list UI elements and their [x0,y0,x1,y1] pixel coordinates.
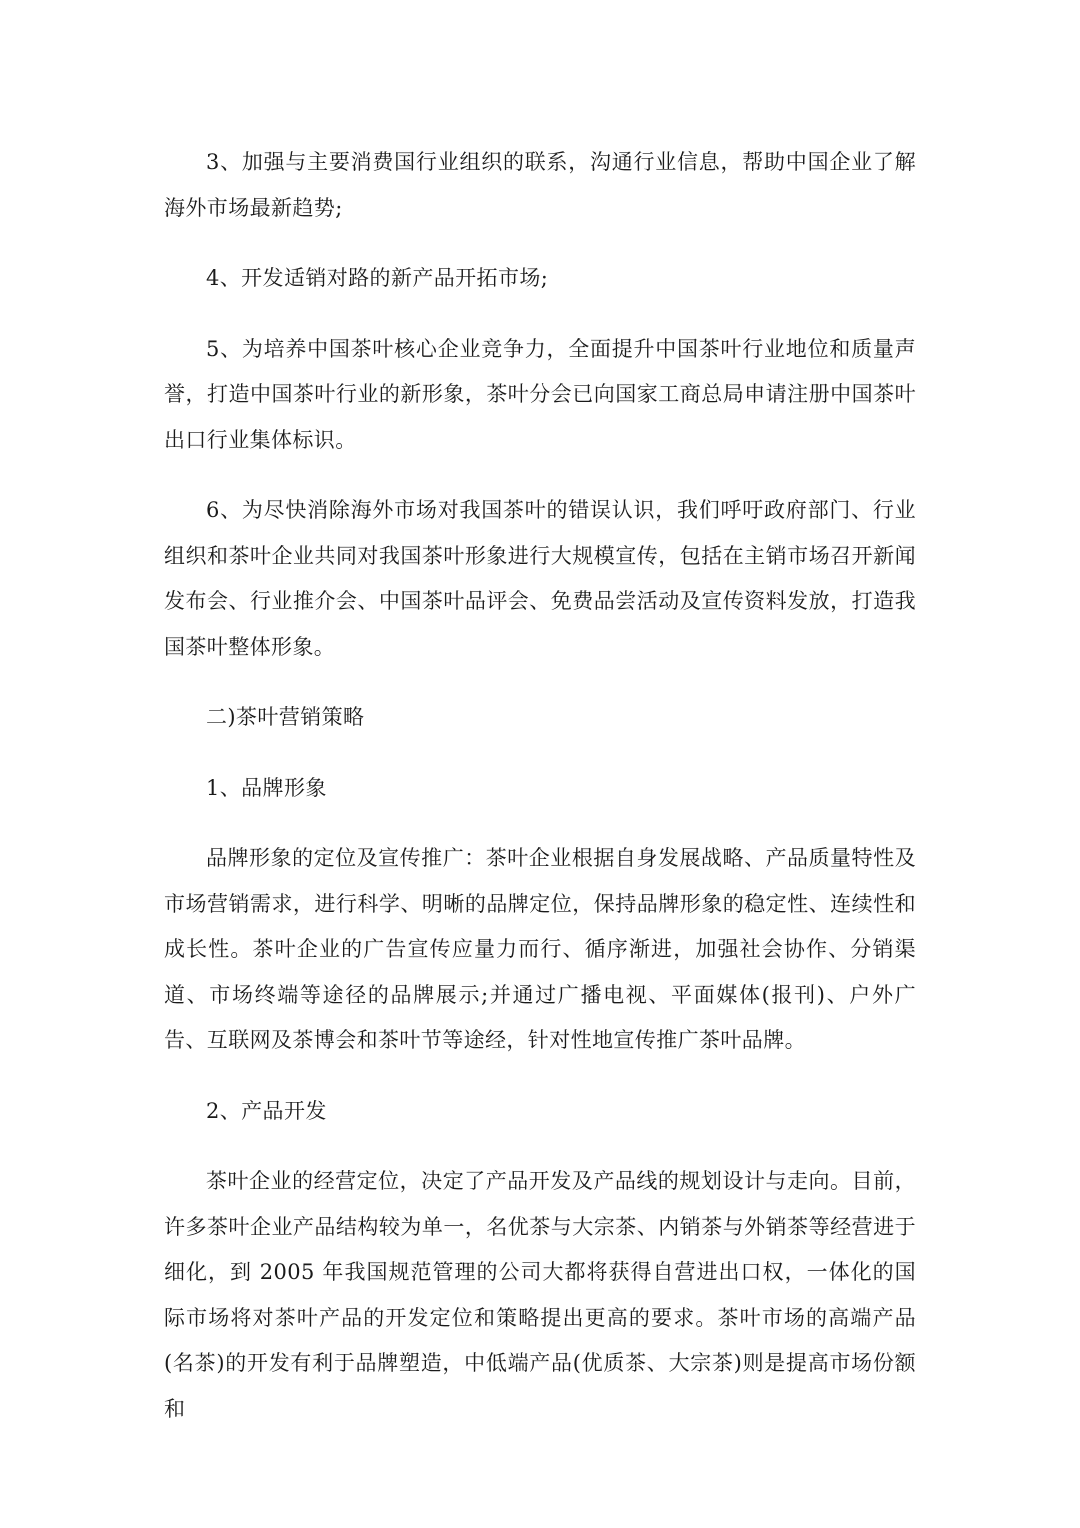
paragraph-product-development: 茶叶企业的经营定位，决定了产品开发及产品线的规划设计与走向。目前，许多茶叶企业产品结构较为单一，名优茶与大宗茶、内销茶与外销茶等经营进于细化，到 2005 年我国规范管理的公司大都将获得自营进出口权，一体化的国际市场将对茶叶产品的开发定位和策略提出更高的要求。茶叶市场的高端产品(名茶)的开发有利于品牌塑造，中低端产品(优质茶、大宗茶)则是提高市场份额和 [164,1169,916,1421]
paragraph-item-6: 6、为尽快消除海外市场对我国茶叶的错误认识，我们呼吁政府部门、行业组织和茶叶企业共同对我国茶叶形象进行大规模宣传，包括在主销市场召开新闻发布会、行业推介会、中国茶叶品评会、免费品尝活动及宣传资料发放，打造我国茶叶整体形象。 [164,498,916,659]
paragraph-item-3: 3、加强与主要消费国行业组织的联系，沟通行业信息，帮助中国企业了解海外市场最新趋势; [164,150,916,220]
paragraph-item-5: 5、为培养中国茶叶核心企业竞争力，全面提升中国茶叶行业地位和质量声誉，打造中国茶叶行业的新形象，茶叶分会已向国家工商总局申请注册中国茶叶出口行业集体标识。 [164,336,916,452]
subheading-brand-image: 1、品牌形象 [206,775,327,800]
document-page [164,140,916,1432]
paragraph-brand-image: 品牌形象的定位及宣传推广：茶叶企业根据自身发展战略、产品质量特性及市场营销需求，进行科学、明晰的品牌定位，保持品牌形象的稳定性、连续性和成长性。茶叶企业的广告宣传应量力而行、循序渐进，加强社会协作、分销渠道、市场终端等途径的品牌展示;并通过广播电视、平面媒体(报刊)、户外广告、互联网及茶博会和茶叶节等途经，针对性地宣传推广茶叶品牌。 [164,846,916,1052]
section-heading-marketing-strategy: 二)茶叶营销策略 [206,705,365,729]
subheading-product-development: 2、产品开发 [206,1098,327,1123]
paragraph-item-4: 4、开发适销对路的新产品开拓市场; [206,266,549,290]
